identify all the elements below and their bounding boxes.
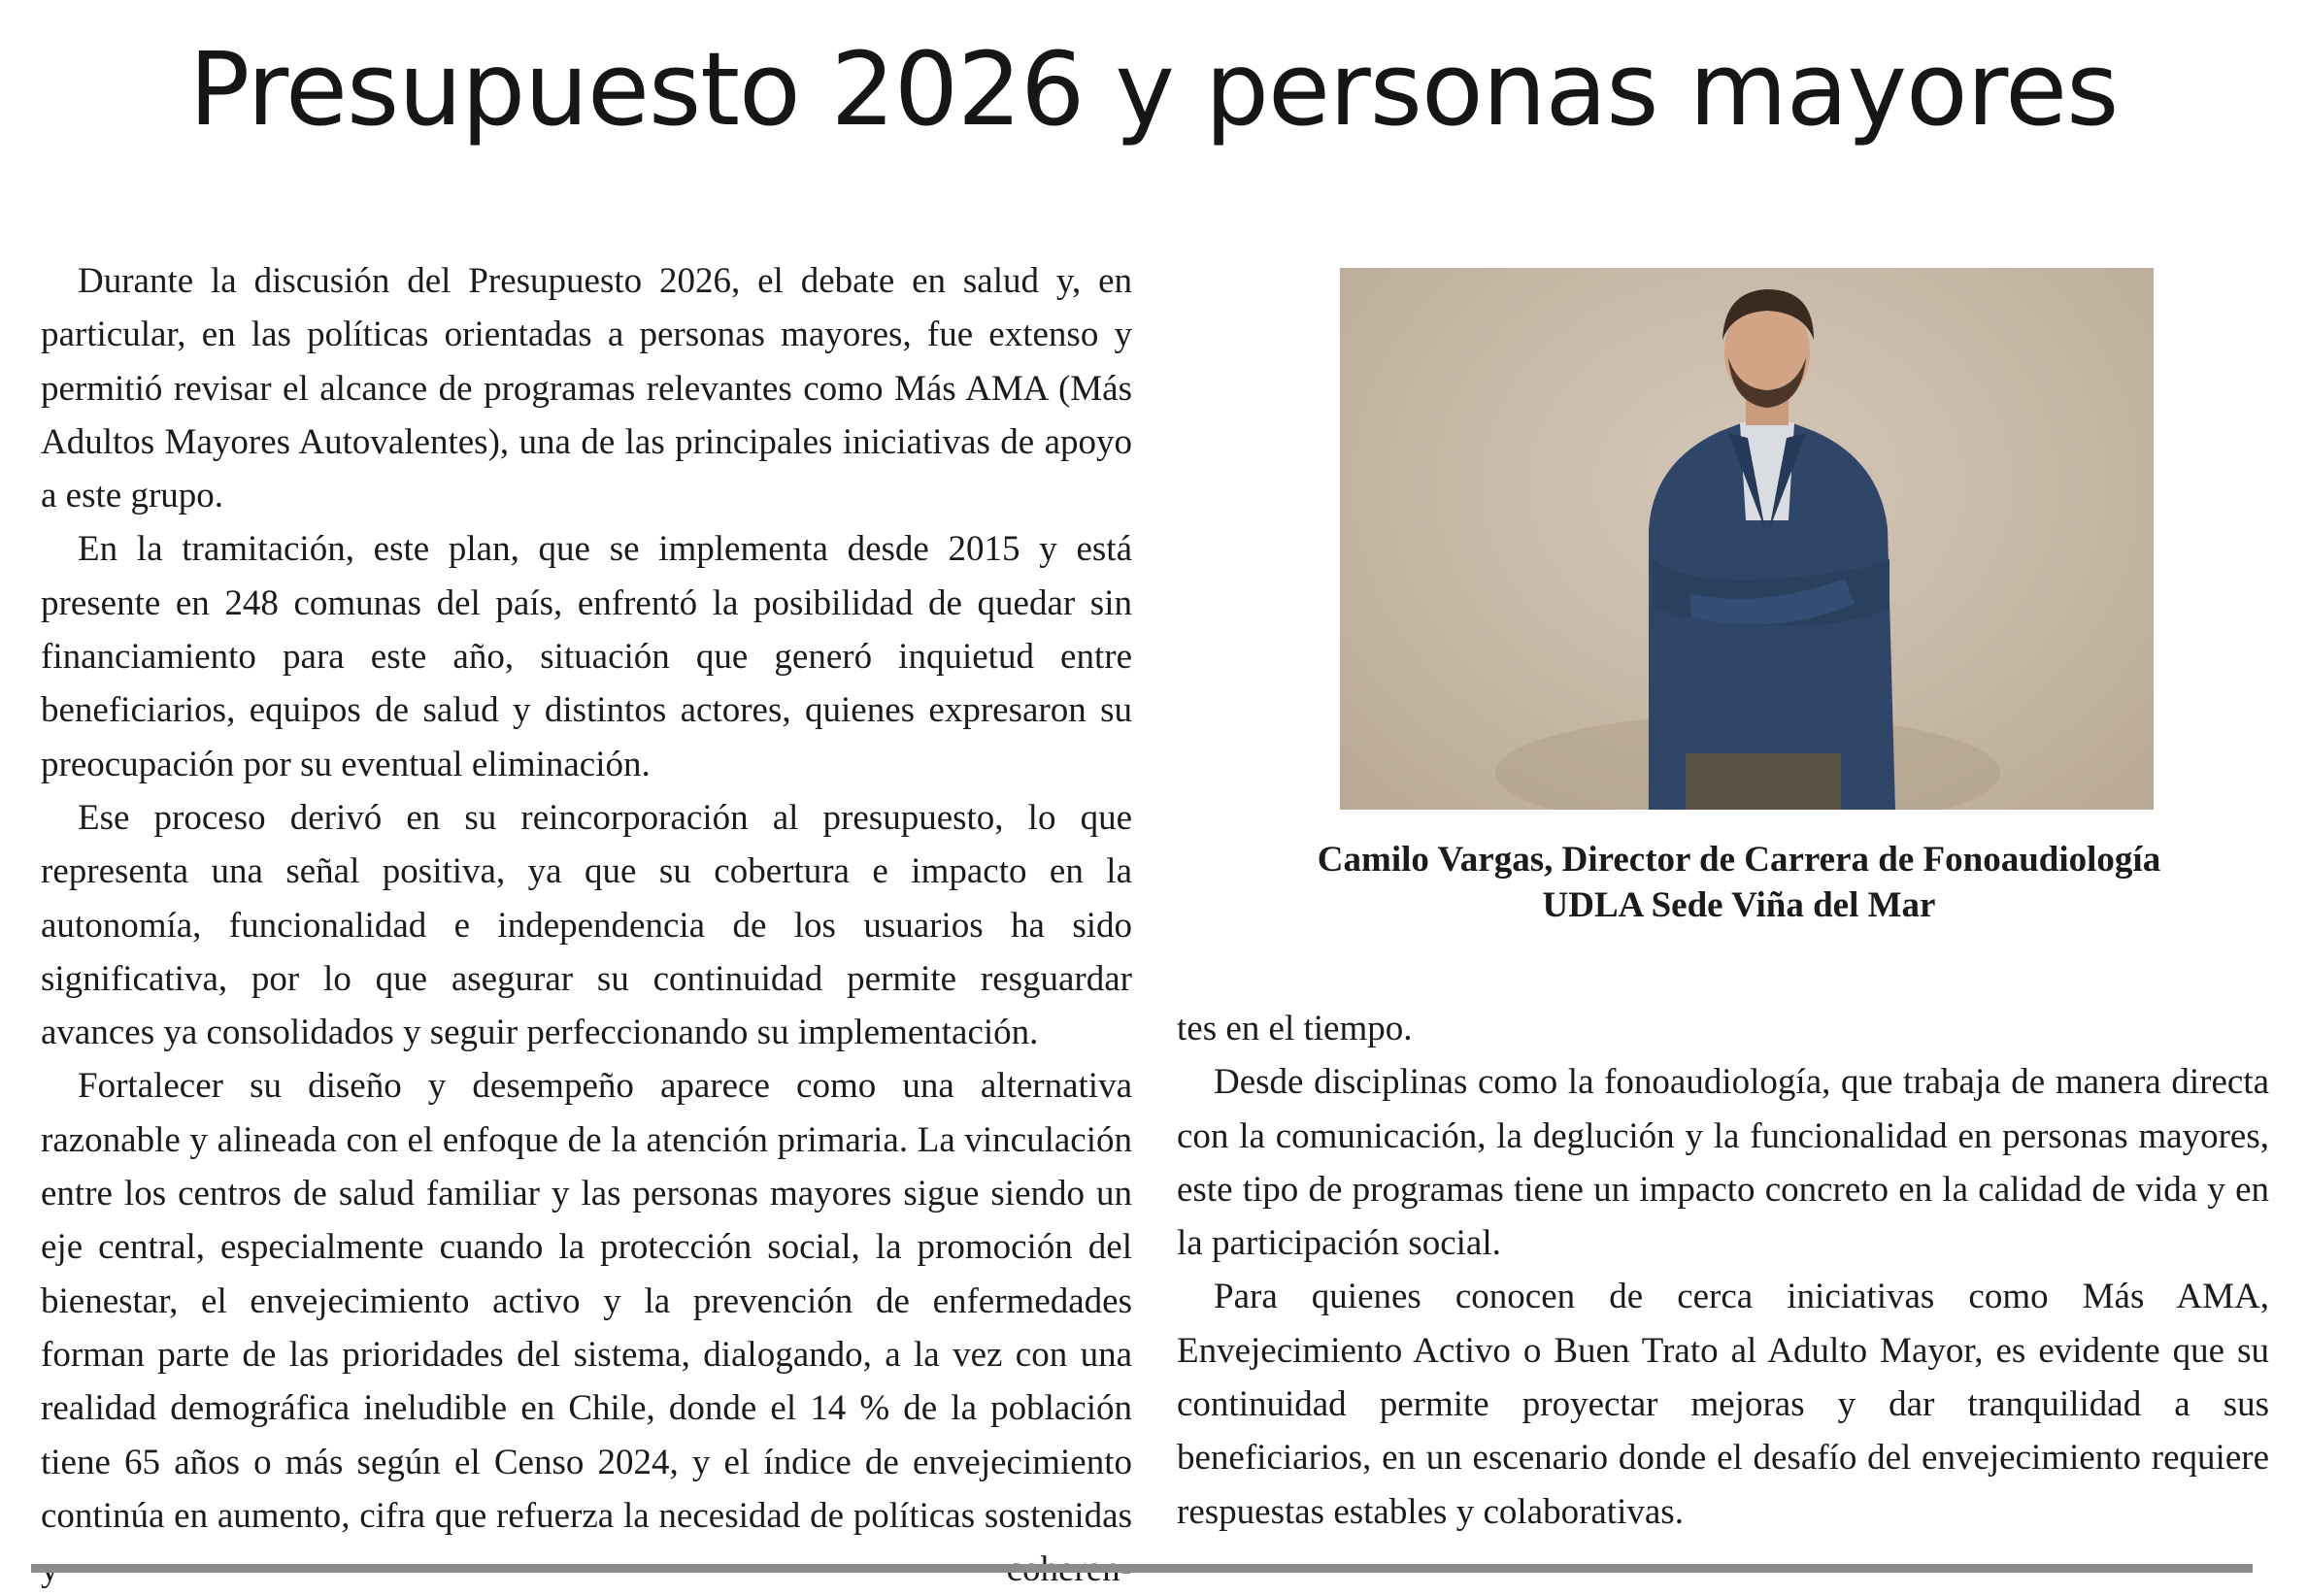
portrait-illustration [1340, 268, 2154, 810]
paragraph: Ese proceso derivó en su reincorporación al presupuesto, lo que representa una señal positiva, ya que su cobertura e impacto en la autonomía, funcionalidad e independencia de los usuarios ha sido significativa, por lo que asegurar su continuidad permite resguardar avances ya consolidados y seguir perfeccionando su implementación. [41, 797, 1132, 1053]
paragraph-continuation: tes en el tiempo. [1177, 1009, 1413, 1048]
caption-line: UDLA Sede Viña del Mar [1542, 885, 1936, 925]
paragraph: Para quienes conocen de cerca iniciativas como Más AMA, Envejecimiento Activo o Buen Trato al Adulto Mayor, es evidente que su continuidad permite proyectar mejoras y dar tranquilidad a sus beneficiarios, en un escenario donde el desafío del envejecimiento requiere respuestas estables y colaborativas. [1177, 1277, 2269, 1532]
paragraph: Desde disciplinas como la fonoaudiología, que trabaja de manera directa con la comunicación, la deglución y la funcionalidad en personas mayores, este tipo de programas tiene un impacto concreto en la calidad de vida y en la participación social. [1177, 1062, 2269, 1264]
bottom-rule [31, 1564, 2253, 1573]
photo-caption [1177, 837, 2301, 928]
author-photo [1340, 268, 2154, 810]
caption-line: Camilo Vargas, Director de Carrera de Fonoaudiología [1317, 840, 2161, 880]
paragraph: Fortalecer su diseño y desempeño aparece como una alternativa razonable y alineada con el enfoque de la atención primaria. La vinculación entre los centros de salud familiar y las personas mayores sigue siendo un eje central, especialmente cuando la protección social, la promoción del bienestar, el envejecimiento activo y la prevención de enfermedades forman parte de las prioridades del sistema, dialogando, a la vez con una realidad demográfica ineludible en Chile, donde el 14 % de la población tiene 65 años o más según el Censo 2024, y el índice de envejecimiento continúa en aumento, cifra que refuerza la necesidad de políticas sostenidas [41, 1066, 1132, 1536]
headline: Presupuesto 2026 y personas mayores [188, 30, 2119, 149]
article-right-column [1177, 1002, 2269, 1539]
paragraph: Durante la discusión del Presupuesto 2026, el debate en salud y, en particular, en las políticas orientadas a personas mayores, fue extenso y permitió revisar el alcance de programas relevantes como Más AMA (Más Adultos Mayores Autovalentes), una de las principales iniciativas de apoyo a este grupo. [41, 261, 1132, 516]
paragraph: En la tramitación, este plan, que se implementa desde 2015 y está presente en 248 comunas del país, enfrentó la posibilidad de quedar sin financiamiento para este año, situación que generó inquietud entre beneficiarios, equipos de salud y distintos actores, quienes expresaron su preocupación por su eventual eliminación. [41, 529, 1132, 784]
article-left-column [41, 254, 1132, 1596]
